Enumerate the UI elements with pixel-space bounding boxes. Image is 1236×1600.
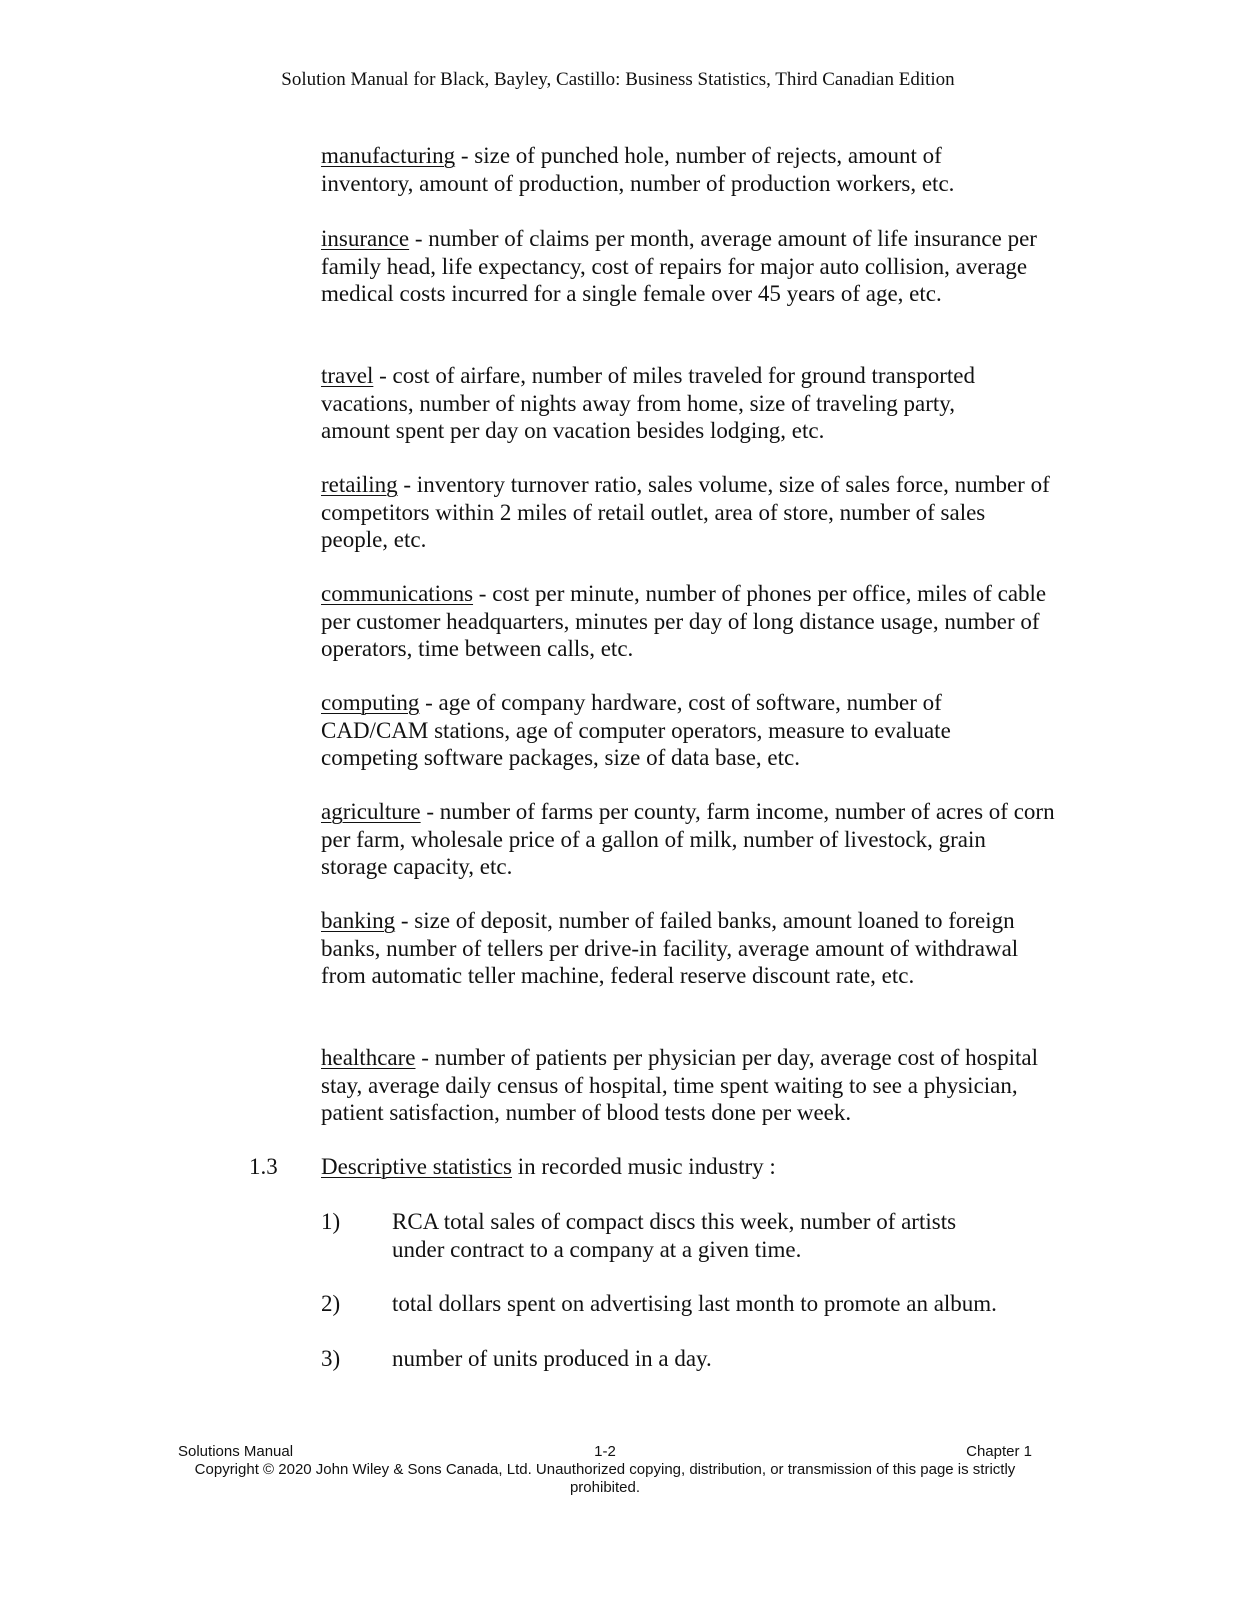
industry-paragraph-computing: [321, 689, 1011, 772]
industry-term: healthcare: [321, 1045, 416, 1070]
list-item-number: 2): [321, 1291, 341, 1316]
footer-row: [178, 1443, 1032, 1461]
industry-description: - number of farms per county, farm income, number of acres of corn per farm, wholesale price of a gallon of milk, number of livestock, grain storage capacity, etc.: [321, 799, 1055, 879]
list-item-number: 1): [321, 1209, 341, 1234]
industry-description: - cost per minute, number of phones per office, miles of cable per customer headquarters, minutes per day of long distance usage, number of operators, time between calls, etc.: [321, 581, 1047, 661]
industry-term: insurance: [321, 226, 410, 251]
footer-left-label: Solutions Manual: [178, 1443, 294, 1460]
industry-paragraph-communications: [321, 580, 1051, 663]
list-item-text: RCA total sales of compact discs this week, number of artists under contract to a company at a given time.: [392, 1209, 957, 1262]
industry-description: - size of punched hole, number of rejects, amount of inventory, amount of production, number of production workers, etc.: [321, 143, 955, 196]
industry-description: - inventory turnover ratio, sales volume, size of sales force, number of competitors within 2 miles of retail outlet, area of store, number of sales people, etc.: [321, 472, 1050, 552]
industry-paragraph-insurance: [321, 225, 1051, 308]
industry-description: - cost of airfare, number of miles traveled for ground transported vacations, number of nights away from home, size of traveling party, amount spent per day on vacation besides lodging, etc.: [321, 363, 975, 443]
industry-description: - number of claims per month, average amount of life insurance per family head, life expectancy, cost of repairs for major auto collision, average medical costs incurred for a single female over 45 years of age, etc.: [321, 226, 1037, 306]
footer-copyright: Copyright © 2020 John Wiley & Sons Canada, Ltd. Unauthorized copying, distribution, or transmission of this page is strictly prohibited.: [194, 1461, 1016, 1496]
list-item-text: total dollars spent on advertising last month to promote an album.: [392, 1291, 997, 1316]
industry-paragraph-agriculture: [321, 798, 1056, 881]
list-item-text: number of units produced in a day.: [392, 1346, 712, 1371]
section-term: Descriptive statistics: [321, 1154, 512, 1179]
section-heading-text: in recorded music industry :: [512, 1154, 776, 1179]
industry-term: computing: [321, 690, 420, 715]
industry-paragraph-travel: [321, 362, 1021, 445]
industry-description: - age of company hardware, cost of software, number of CAD/CAM stations, age of computer operators, measure to evaluate competing software packages, size of data base, etc.: [321, 690, 951, 770]
section-heading: [321, 1153, 1051, 1181]
industry-paragraph-banking: [321, 907, 1031, 990]
industry-paragraph-healthcare: [321, 1044, 1046, 1127]
industry-term: retailing: [321, 472, 398, 497]
footer-page-number: 1-2: [594, 1443, 616, 1460]
industry-term: communications: [321, 581, 474, 606]
industry-term: banking: [321, 908, 396, 933]
page-footer: [178, 1443, 1032, 1497]
industry-description: - size of deposit, number of failed banks, amount loaned to foreign banks, number of tellers per drive-in facility, average amount of withdrawal from automatic teller machine, federal reserve discount rate, etc.: [321, 908, 1019, 988]
industry-description: - number of patients per physician per day, average cost of hospital stay, average daily census of hospital, time spent waiting to see a physician, patient satisfaction, number of blood tests done per week.: [321, 1045, 1038, 1125]
industry-paragraph-retailing: [321, 471, 1056, 554]
industry-term: agriculture: [321, 799, 421, 824]
industry-term: manufacturing: [321, 143, 456, 168]
industry-term: travel: [321, 363, 374, 388]
list-item-number: 3): [321, 1346, 341, 1371]
footer-chapter-label: Chapter 1: [966, 1443, 1032, 1460]
page-header: Solution Manual for Black, Bayley, Castillo: Business Statistics, Third Canadian Edition: [281, 69, 955, 90]
industry-paragraph-manufacturing: [321, 142, 1011, 197]
section-number: 1.3: [249, 1154, 278, 1179]
